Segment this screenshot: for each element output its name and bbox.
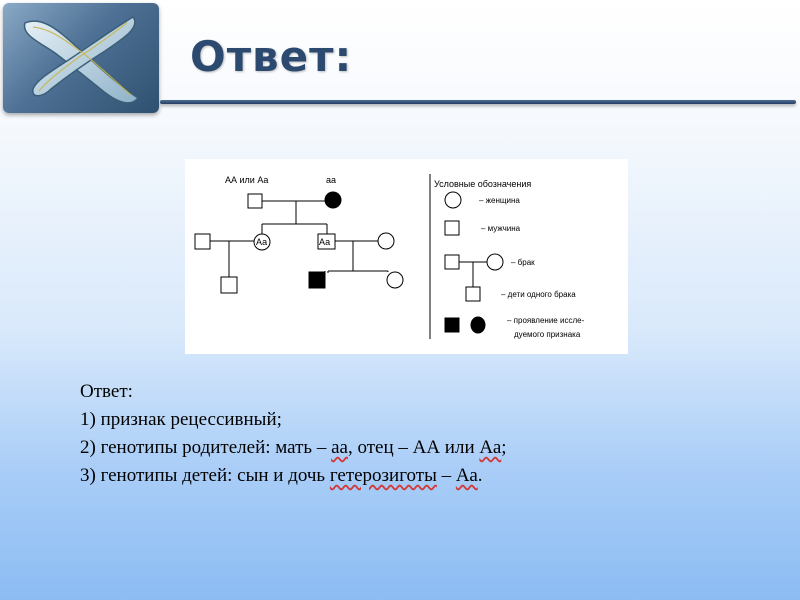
page-title: Ответ: <box>190 32 353 81</box>
answer-line-2: 2) генотипы родителей: мать – аа, отец – АА или Аа; <box>80 437 507 458</box>
legend-affected-square <box>445 318 459 332</box>
legend-affected-circle <box>471 317 485 333</box>
legend-children-label: – дети одного брака <box>501 290 576 299</box>
grandmother-genotype-label: аа <box>326 175 337 185</box>
title-divider <box>160 100 796 104</box>
legend-marriage-circle <box>487 254 503 270</box>
granddaughter-circle <box>387 272 403 288</box>
legend-trait-label-2: дуемого признака <box>514 330 581 339</box>
chromosome-icon <box>3 3 159 113</box>
grandfather-square <box>248 194 262 208</box>
answer-line-1: 1) признак рецессивный; <box>80 409 282 430</box>
legend-male-square <box>445 221 459 235</box>
grandmother-affected-circle <box>325 192 341 208</box>
legend-marriage-square <box>445 255 459 269</box>
legend-female-label: – женщина <box>479 196 520 205</box>
pedigree-diagram <box>185 159 628 354</box>
legend-male-label: – мужчина <box>481 224 521 233</box>
legend-title: Условные обозначения <box>434 179 532 189</box>
chromosome-logo <box>3 3 159 113</box>
answer-text <box>80 378 780 490</box>
son-genotype-label: Аа <box>319 237 331 247</box>
legend-marriage-label: – брак <box>511 258 535 267</box>
daughter-genotype-label: Аа <box>256 237 268 247</box>
legend-child-square <box>466 287 480 301</box>
answer-heading: Ответ: <box>80 381 133 402</box>
answer-line-3: 3) генотипы детей: сын и дочь гетерозиготы – Аа. <box>80 465 483 486</box>
legend-trait-label-1: – проявление иссле- <box>507 316 585 325</box>
legend-female-circle <box>445 192 461 208</box>
pedigree-svg <box>185 159 628 354</box>
left-spouse-square <box>195 234 210 249</box>
affected-child-square <box>309 272 325 288</box>
son-in-law-circle <box>378 233 394 249</box>
grandchild-square <box>221 277 237 293</box>
grandfather-genotype-label: АА или Аа <box>225 175 269 185</box>
